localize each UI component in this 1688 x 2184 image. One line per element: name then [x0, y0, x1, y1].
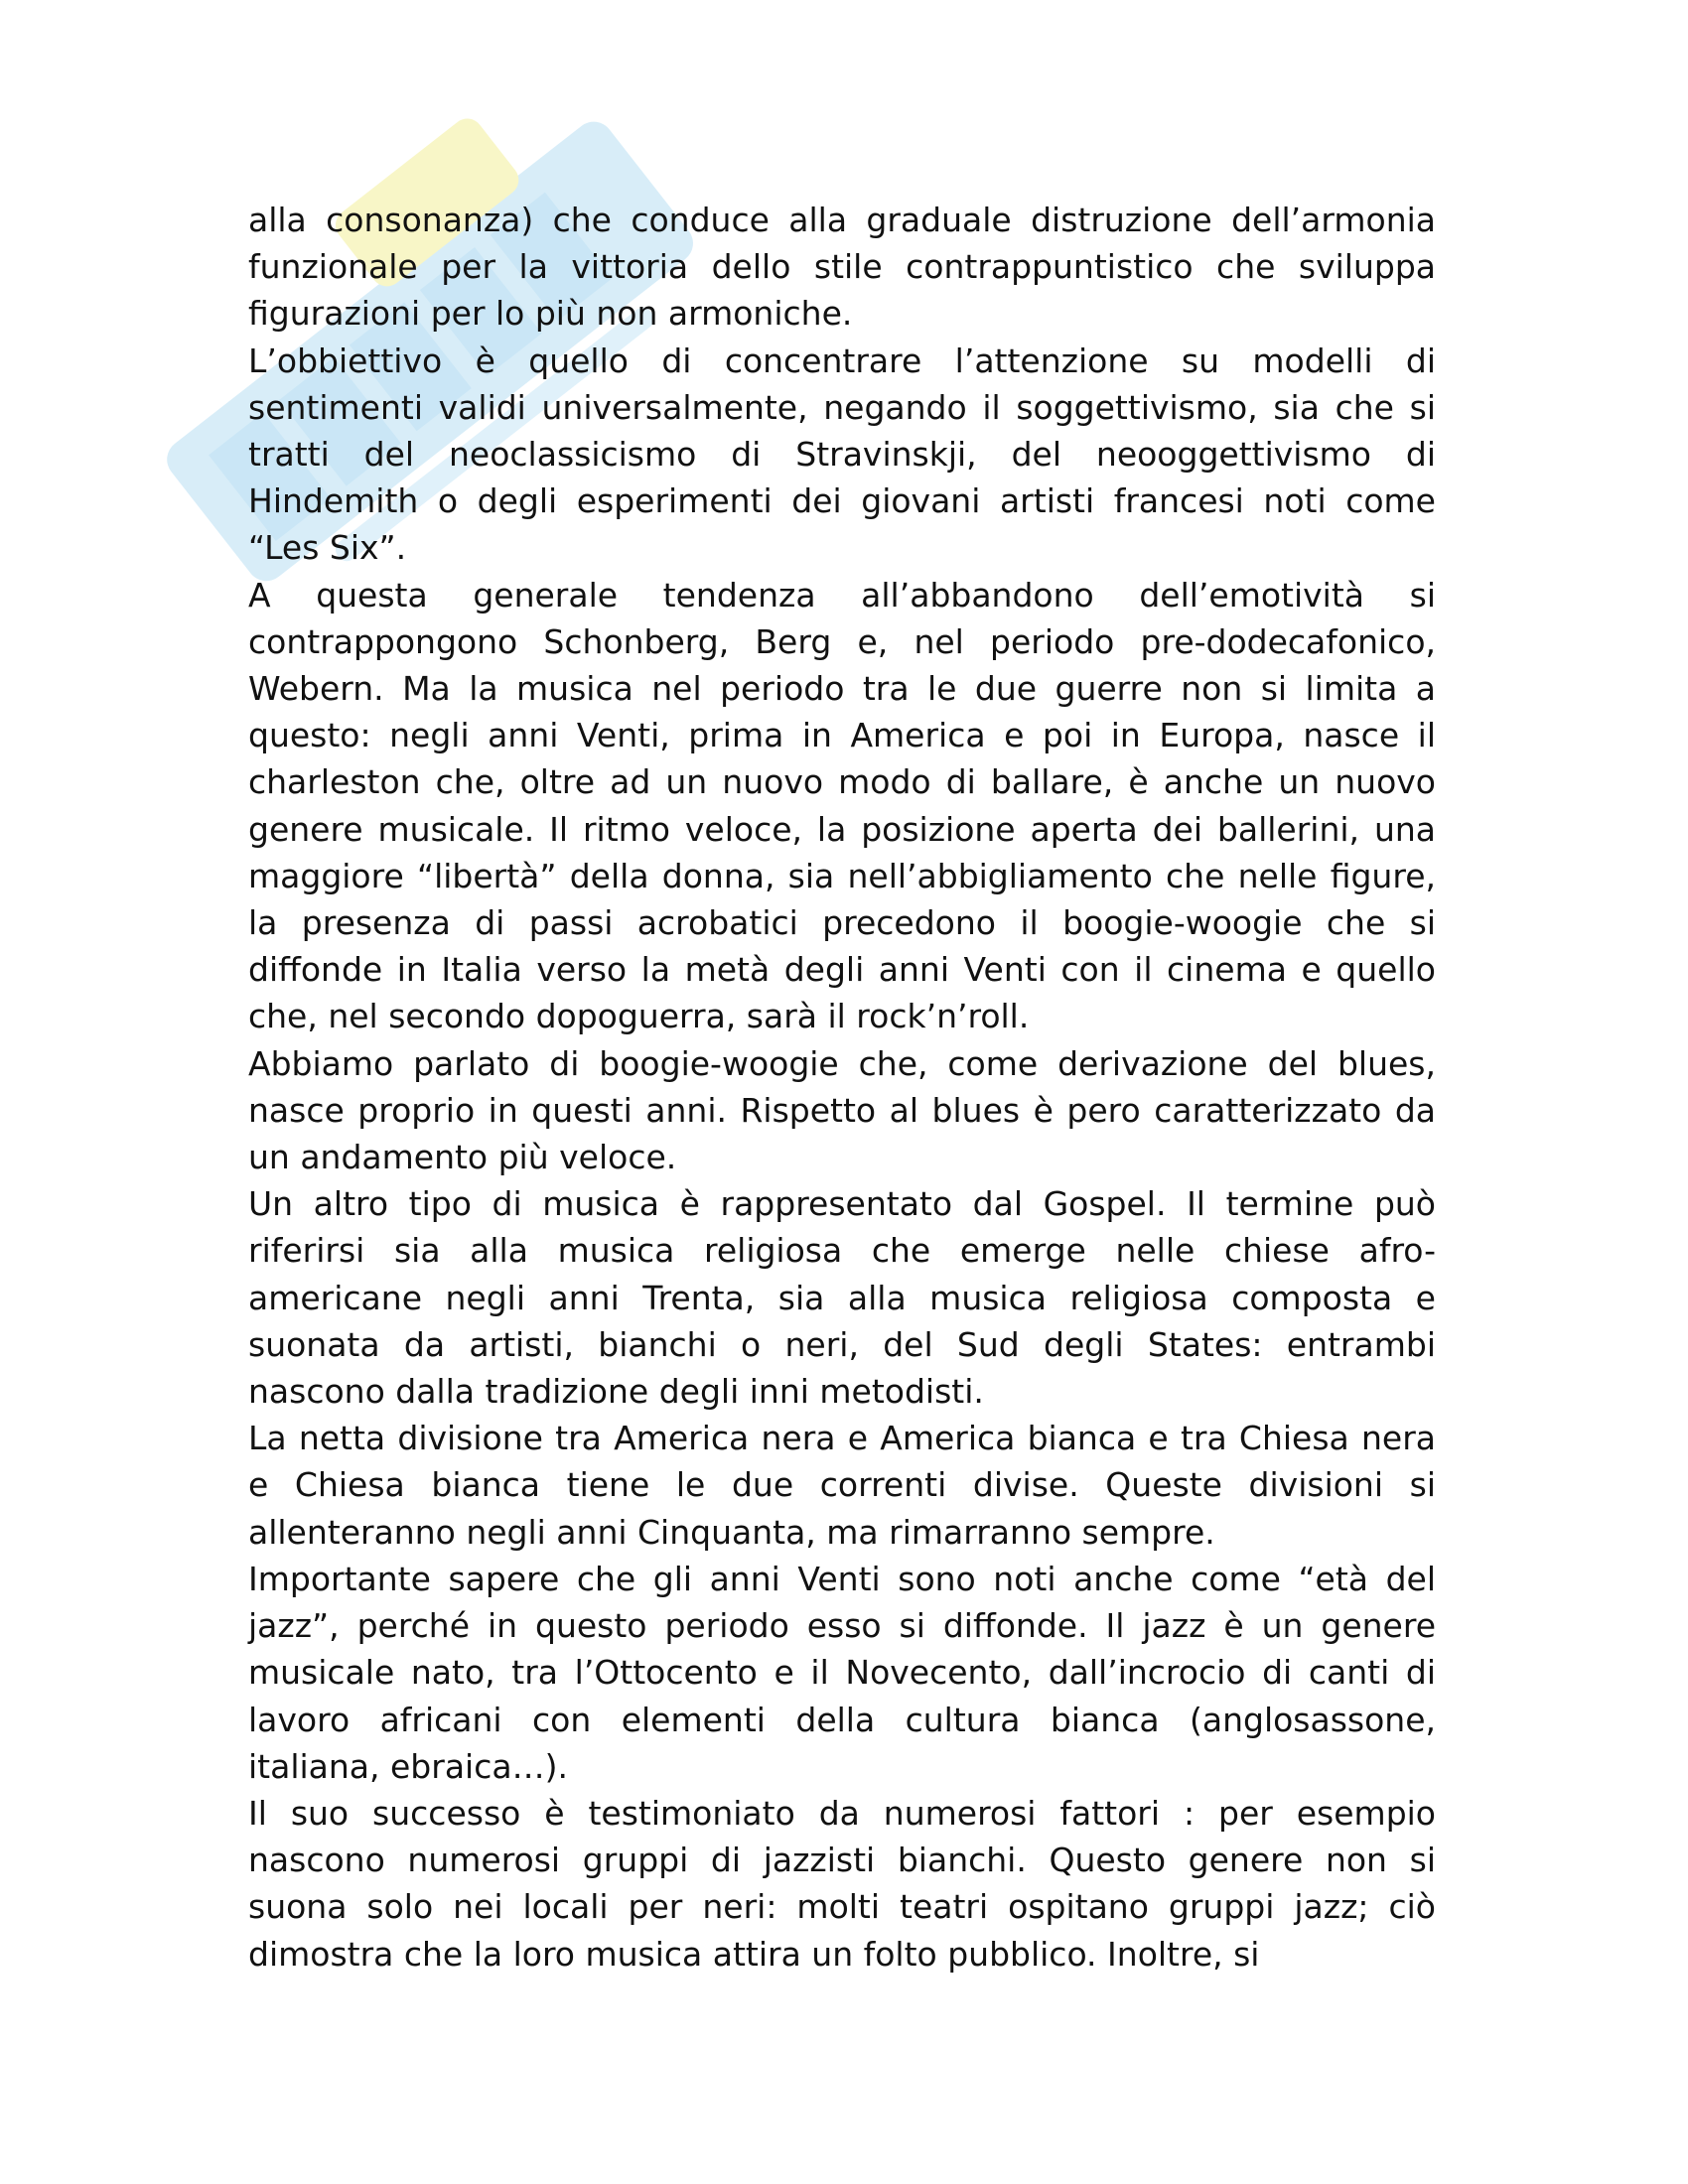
paragraph-7: Importante sapere che gli anni Venti sono noti anche come “età del jazz”, perché in questo periodo esso si diffonde. Il jazz è un genere musicale nato, tra l’Ottocento e il Novecento, dall’incrocio di canti di lavoro africani con elementi della cultura bianca (anglosassone, italiana, ebraica…).	[248, 1559, 1436, 1786]
paragraph-1: alla consonanza) che conduce alla graduale distruzione dell’armonia funzionale per la vittoria dello stile contrappuntistico che sviluppa figurazioni per lo più non armoniche.	[248, 201, 1436, 334]
paragraph-6: La netta divisione tra America nera e America bianca e tra Chiesa nera e Chiesa bianca tiene le due correnti divise. Queste divisioni si allenteranno negli anni Cinquanta, ma rimarranno sempre.	[248, 1419, 1436, 1552]
document-text	[248, 197, 1436, 1978]
paragraph-3: A questa generale tendenza all’abbandono dell’emotività si contrappongono Schonberg, Berg e, nel periodo pre-dodecafonico, Webern. Ma la musica nel periodo tra le due guerre non si limita a questo: negli anni Venti, prima in America e poi in Europa, nasce il charleston che, oltre ad un nuovo modo di ballare, è anche un nuovo genere musicale. Il ritmo veloce, la posizione aperta dei ballerini, una maggiore “libertà” della donna, sia nell’abbigliamento che nelle figure, la presenza di passi acrobatici precedono il boogie-woogie che si diffonde in Italia verso la metà degli anni Venti con il cinema e quello che, nel secondo dopoguerra, sarà il rock’n’roll.	[248, 575, 1436, 1036]
paragraph-5: Un altro tipo di musica è rappresentato dal Gospel. Il termine può riferirsi sia alla musica religiosa che emerge nelle chiese afro-americane negli anni Trenta, sia alla musica religiosa composta e suonata da artisti, bianchi o neri, del Sud degli States: entrambi nascono dalla tradizione degli inni metodisti.	[248, 1184, 1436, 1412]
paragraph-2: L’obbiettivo è quello di concentrare l’attenzione su modelli di sentimenti validi universalmente, negando il soggettivismo, sia che si tratti del neoclassicismo di Stravinskji, del neooggettivismo di Hindemith o degli esperimenti dei giovani artisti francesi noti come “Les Six”.	[248, 341, 1436, 568]
paragraph-4: Abbiamo parlato di boogie-woogie che, come derivazione del blues, nasce proprio in questi anni. Rispetto al blues è pero caratterizzato da un andamento più veloce.	[248, 1043, 1436, 1177]
paragraph-8: Il suo successo è testimoniato da numerosi fattori : per esempio nascono numerosi gruppi di jazzisti bianchi. Questo genere non si suona solo nei locali per neri: molti teatri ospitano gruppi jazz; ciò dimostra che la loro musica attira un folto pubblico. Inoltre, si	[248, 1793, 1436, 1974]
